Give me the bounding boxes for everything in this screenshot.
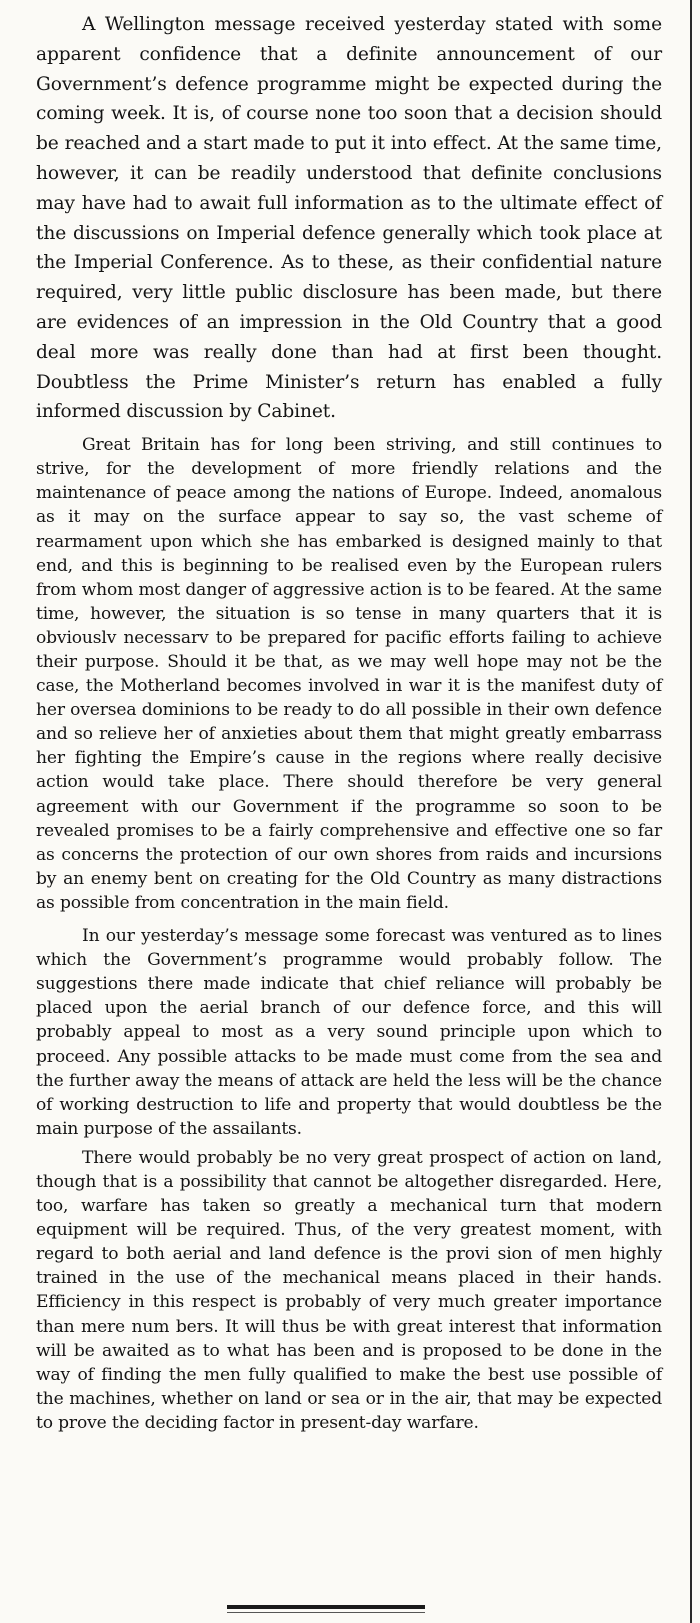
paragraph-3: In our yesterday’s message some forecast was ventured as to lines which the Government’s programme would probably follow. The suggestions there made indicate that chief reliance will probably be placed upon the aerial branch of our defence force, and this will probably appeal to most as a very sound principle upon which to proceed. Any possible attacks to be made must come from the sea and the further away the means of attack are held the less will be the chance of working destruction to life and property that would doubtless be the main purpose of the assailants. [36, 926, 662, 1139]
paragraph-2: Great Britain has for long been striving, and still continues to strive, for the development of more friendly relations and the maintenance of peace among the nations of Europe. Indeed, anomalous as it may on the surface appear to say so, the vast scheme of rearmament upon which she has embarked is designed mainly to that end, and this is beginning to be realised even by the European rulers from whom most danger of aggressive action is to be feared. At the same time, however, the situation is so tense in many quarters that it is obviouslv necessarv to be prepared for pacific efforts failing to achieve their purpose. Should it be that, as we may well hope may not be the case, the Motherland becomes involved in war it is the manifest duty of her oversea dominions to be ready to do all possible in their own defence and so relieve her of anxieties about them that might greatly embarrass her fighting the Empire’s cause in the regions where really decisive action would take place. There should therefore be very general agreement with our Government if the programme so soon to be revealed promises to be a fairly comprehensive and effective one so far as concerns the protection of our own shores from raids and incursions by an enemy bent on creating for the Old Country as many distractions as possible from concentration in the main field. [36, 435, 662, 913]
paragraph-1: A Wellington message received yesterday stated with some apparent confidence that a definite announcement of our Government’s defence programme might be expected during the coming week. It is, of course none too soon that a decision should be reached and a start made to put it into effect. At the same time, however, it can be readily understood that definite conclusions may have had to await full information as to the ultimate effect of the discussions on Imperial defence generally which took place at the Imperial Conference. As to these, as their confidential nature required, very little public disclosure has been made, but there are evidences of an impression in the Old Country that a good deal more was really done than had at first been thought. Doubtless the Prime Minister’s return has enabled a fully informed discussion by Cabinet. [36, 14, 662, 423]
column-rule [690, 0, 692, 1623]
article-end-rule-thin [227, 1612, 425, 1613]
article-end-rule [227, 1605, 425, 1609]
editorial-article [36, 10, 662, 1435]
paragraph-4: There would probably be no very great prospect of action on land, though that is a possibility that cannot be altogether disregarded. Here, too, warfare has taken so greatly a mechanical turn that modern equipment will be required. Thus, of the very greatest moment, with regard to both aerial and land defence is the provi sion of men highly trained in the use of the mechanical means placed in their hands. Efficiency in this respect is probably of very much greater importance than mere num bers. It will thus be with great interest that information will be awaited as to what has been and is proposed to be done in the way of finding the men fully qualified to make the best use possible of the machines, whether on land or sea or in the air, that may be expected to prove the deciding factor in present-day warfare. [36, 1147, 662, 1433]
